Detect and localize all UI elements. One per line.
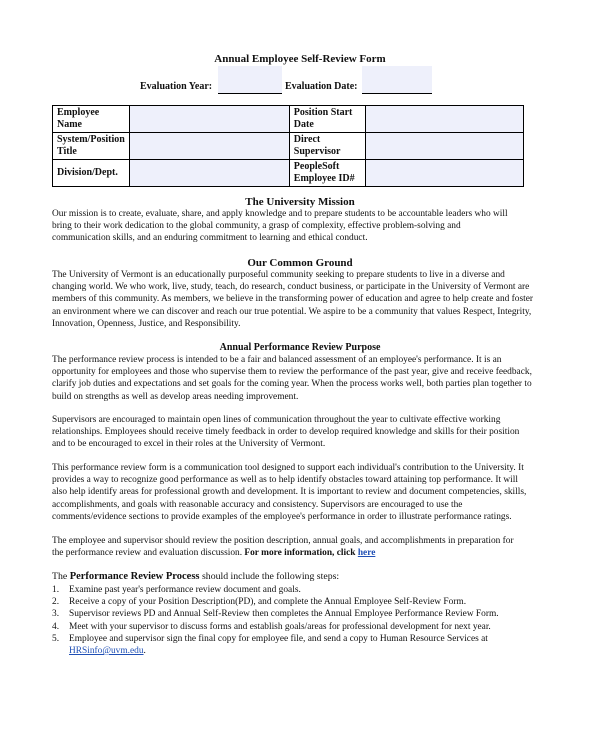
process-intro — [52, 571, 339, 583]
table-row — [53, 160, 524, 187]
list-item — [52, 608, 499, 620]
process-steps-list — [52, 584, 499, 657]
step-text: Examine past year's performance review document and goals. — [69, 585, 301, 595]
evaluation-year-label: Evaluation Year: — [140, 81, 213, 92]
position-title-field[interactable] — [129, 133, 289, 160]
text-line: Innovation, Openness, Justice, and Responsibility. — [52, 318, 241, 329]
employee-name-label: Employee Name — [53, 106, 130, 133]
mission-heading: The University Mission — [245, 196, 355, 208]
text-span: The — [52, 571, 70, 582]
step-number: 2. — [52, 597, 60, 608]
text-line: The performance review process is intended to be a fair and balanced assessment of an employee's performance. It is an — [52, 355, 502, 365]
direct-supervisor-label: Direct Supervisor — [289, 133, 365, 160]
process-name: Performance Review Process — [69, 571, 200, 582]
common-ground-heading: Our Common Ground — [247, 257, 353, 269]
employee-info-table — [52, 105, 524, 187]
text-line: The University of Vermont is an educationally purposeful community seeking to prepare students to live in a diverse and — [52, 270, 505, 280]
evaluation-date-label: Evaluation Date: — [285, 81, 358, 92]
text-line: accomplishments, and goals with reasonable accuracy and consistency. Supervisors are encouraged to use the — [52, 499, 463, 510]
evaluation-year-field[interactable] — [218, 66, 282, 94]
text-line: clarify job duties and expectations and set goals for the coming year. When the process works well, both parties plan together to — [52, 379, 532, 390]
position-start-date-field[interactable] — [365, 106, 523, 133]
text-line: changing world. We who work, live, study, teach, do research, conduct business, or participate in the University of Vermont are — [52, 282, 530, 293]
direct-supervisor-field[interactable] — [365, 133, 523, 160]
text-line: relationships. Employees should receive timely feedback in order to develop required knowledge and skills for their position — [52, 427, 520, 438]
list-item — [52, 621, 499, 633]
step-number: 5. — [52, 633, 60, 644]
text-line: communication skills, and an enduring commitment to learning and ethical conduct. — [52, 233, 368, 244]
text-line: bring to their work dedication to the global community, a grasp of complexity, effective problem-solving and — [52, 221, 461, 232]
list-item — [52, 633, 499, 657]
purpose-paragraph-2 — [52, 414, 519, 451]
employee-id-field[interactable] — [365, 160, 523, 187]
text-span: the performance review and evaluation discussion. — [52, 548, 245, 559]
hr-email-link[interactable]: HRSinfo@uvm.edu — [69, 646, 144, 657]
mission-paragraph — [52, 208, 508, 245]
form-title: Annual Employee Self-Review Form — [214, 53, 386, 65]
position-title-label: System/Position Title — [53, 133, 130, 160]
purpose-paragraph-3 — [52, 462, 526, 523]
table-row — [53, 106, 524, 133]
text-line: comments/evidence sections to provide examples of the employee's performance in order to illustrate performance ratings. — [52, 511, 512, 522]
list-item — [52, 584, 499, 596]
step-text: Meet with your supervisor to discuss forms and establish goals/areas for professional development for next year. — [69, 621, 491, 632]
text-line — [52, 547, 514, 559]
purpose-paragraph-4 — [52, 535, 514, 559]
step-text: Employee and supervisor sign the final copy for employee file, and send a copy to Human Resource Services at — [69, 633, 488, 644]
step-text: Receive a copy of your Position Description(PD), and complete the Annual Employee Self-Review Form. — [69, 597, 467, 608]
text-line: members of this community. As members, we believe in the transforming power of education and agree to help create and foster — [52, 294, 534, 305]
here-link[interactable]: here — [357, 548, 376, 559]
position-start-date-label: Position Start Date — [289, 106, 365, 133]
text-line: Our mission is to create, evaluate, share, and apply knowledge and to prepare students to be accountable leaders who will — [52, 209, 508, 219]
more-info-text: For more information, click — [244, 548, 358, 559]
text-line: build on strengths as well as develop areas needing improvement. — [52, 391, 299, 402]
step-text: Supervisor reviews PD and Annual Self-Review then completes the Annual Employee Performance Review Form. — [69, 609, 499, 620]
text-line: opportunity for employees and those who supervise them to review the performance of the past year, give and receive feedback, — [52, 367, 532, 378]
list-item — [52, 596, 499, 608]
evaluation-date-field[interactable] — [362, 66, 432, 94]
division-dept-field[interactable] — [129, 160, 289, 187]
text-line: This performance review form is a communication tool designed to support each individual's contribution to the University. It — [52, 463, 524, 473]
text-line: The employee and supervisor should review the position description, annual goals, and accomplishments in preparation for — [52, 536, 514, 546]
step-number: 4. — [52, 621, 60, 632]
text-span: . — [143, 646, 146, 657]
employee-name-field[interactable] — [129, 106, 289, 133]
text-line: provides a way to recognize good performance as well as to help identify obstacles toward attaining top performance. It will — [52, 475, 518, 486]
table-row — [53, 133, 524, 160]
step-number: 3. — [52, 609, 60, 620]
text-line: and to be encouraged to excel in their roles at the University of Vermont. — [52, 439, 326, 450]
purpose-paragraph-1 — [52, 354, 532, 403]
step-number: 1. — [52, 585, 60, 595]
employee-id-label: PeopleSoft Employee ID# — [289, 160, 365, 187]
division-dept-label: Division/Dept. — [53, 160, 130, 187]
text-line: Supervisors are encouraged to maintain open lines of communication throughout the year to cultivate effective working — [52, 415, 501, 425]
text-span: should include the following steps: — [199, 571, 340, 582]
purpose-heading: Annual Performance Review Purpose — [219, 342, 381, 353]
text-line: also help identify areas for professional growth and development. It is important to review and document competencies, skills, — [52, 487, 527, 498]
common-ground-paragraph — [52, 269, 533, 330]
text-line: an environment where we can discover and reach our true potential. We aspire to be a community that values Respect, Integrity, — [52, 306, 532, 317]
